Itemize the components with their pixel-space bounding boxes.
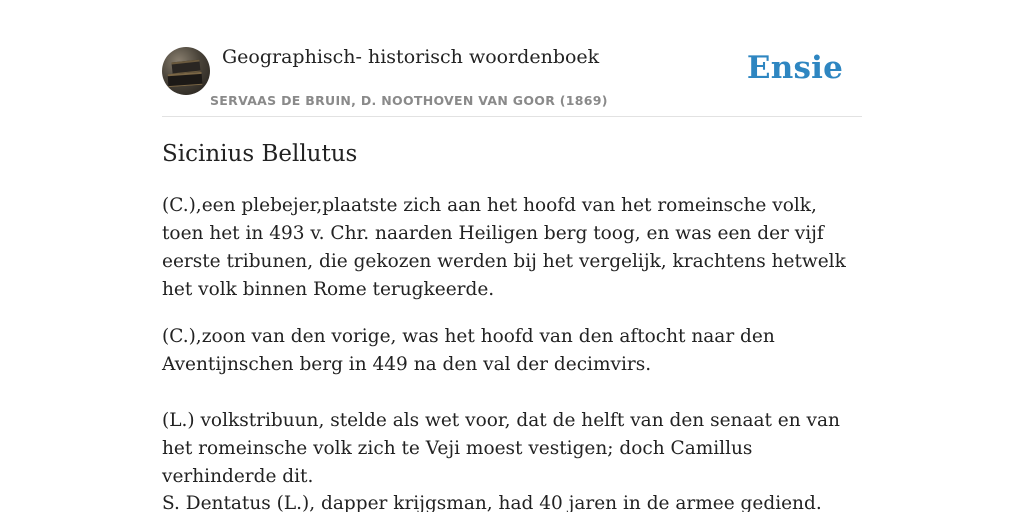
page-header: [162, 0, 862, 117]
entry-title: Sicinius Bellutus: [162, 141, 358, 167]
entry-paragraph: (C.),zoon van den vorige, was het hoofd van den aftocht naar den Aventijnschen berg in 449 na den val der decimvirs.: [162, 326, 775, 375]
book-title[interactable]: Geographisch- historisch woordenboek: [222, 46, 600, 68]
book-cover-avatar[interactable]: [162, 47, 210, 95]
entry-paragraph: (C.),een plebejer,plaatste zich aan het hoofd van het romeinsche volk, toen het in 493 v. Chr. naarden Heiligen berg toog, en was een der vijf eerste tribunen, die gekozen werden bij het vergelijk, krachtens hetwelk het volk binnen Rome terugkeerde.: [162, 195, 846, 300]
page-container: [162, 0, 862, 512]
book-author: SERVAAS DE BRUIN, D. NOOTHOVEN VAN GOOR (1869): [210, 93, 608, 108]
ensie-logo[interactable]: Ensie: [746, 50, 843, 86]
entry-paragraph: (L.) volkstribuun, stelde als wet voor, dat de helft van den senaat en van het romeinsche volk zich te Veji moest vestigen; doch Camillus verhinderde dit.: [162, 410, 840, 487]
book-spine-image: [168, 72, 203, 87]
entry-paragraph: S. Dentatus (L.), dapper krijgsman, had 40 jaren in de armee gediend.: [162, 493, 822, 512]
